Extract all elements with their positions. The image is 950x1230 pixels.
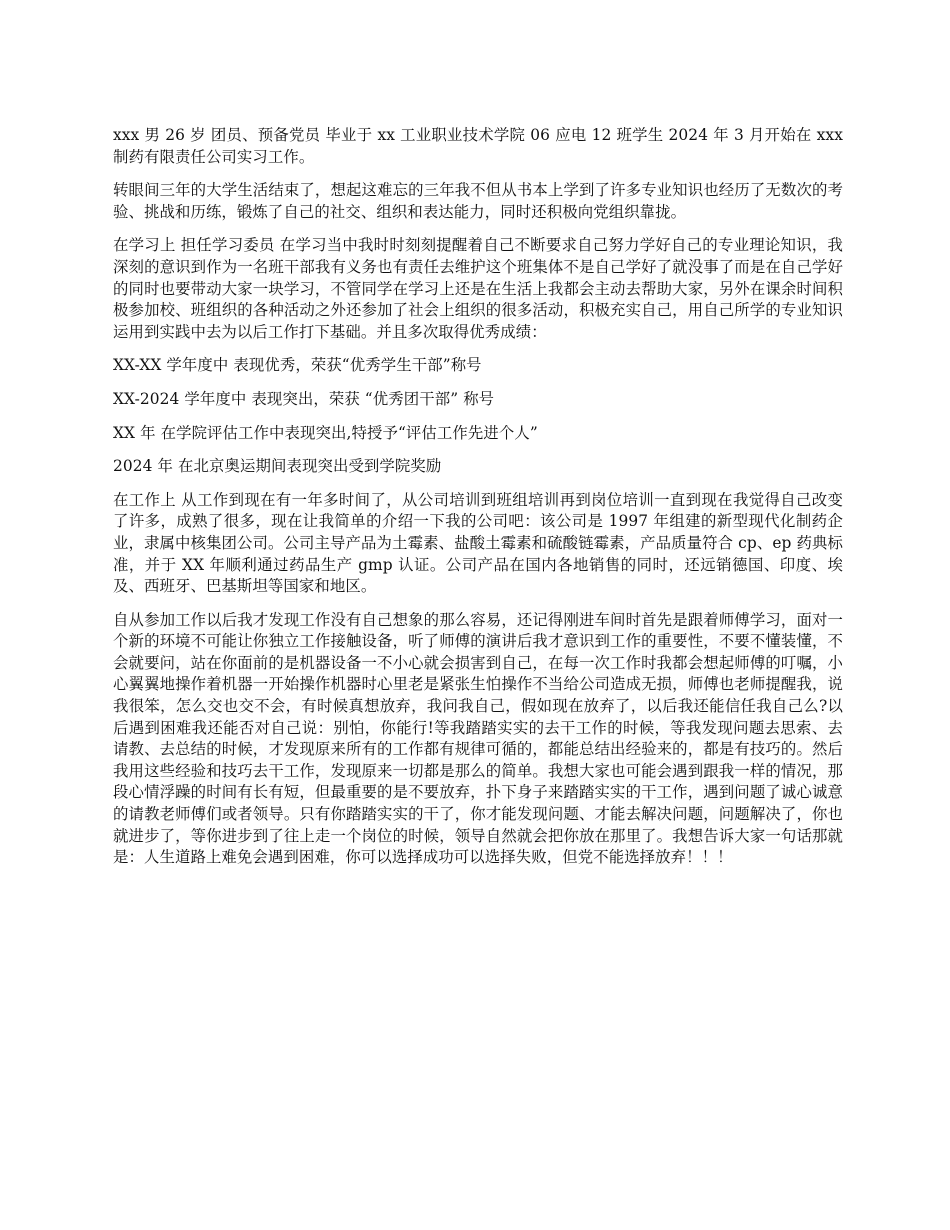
document-body — [113, 125, 843, 881]
award-item: XX-2024 学年度中 表现突出，荣获 “优秀团干部” 称号 — [113, 389, 495, 408]
work-paragraph: 在工作上 从工作到现在有一年多时间了，从公司培训到班组培训再到岗位培训一直到现在我觉得自己改变了许多，成熟了很多，现在让我简单的介绍一下我的公司吧：该公司是 1997 年组建的新型现代化制药企业，隶属中核集团公司。公司主导产品为土霉素、盐酸土霉素和硫酸链霉素，产品质量符合 cp、ep 药典标准，并于 XX 年顺利通过药品生产 gmp 认证。公司产品在国内各地销售的同时，还远销德国、印度、埃及、西班牙、巴基斯坦等国家和地区。 — [113, 490, 843, 596]
award-item: XX 年 在学院评估工作中表现突出,特授予“评估工作先进个人” — [113, 423, 538, 442]
intro-paragraph: xxx 男 26 岁 团员、预备党员 毕业于 xx 工业职业技术学院 06 应电 12 班学生 2024 年 3 月开始在 xxx 制药有限责任公司实习工作。 — [113, 126, 843, 166]
college-life-paragraph: 转眼间三年的大学生活结束了，想起这难忘的三年我不但从书本上学到了许多专业知识也经历了无数次的考验、挑战和历练，锻炼了自己的社交、组织和表达能力，同时还积极向党组织靠拢。 — [113, 181, 843, 221]
award-item: 2024 年 在北京奥运期间表现突出受到学院奖励 — [113, 457, 442, 476]
experience-paragraph: 自从参加工作以后我才发现工作没有自己想象的那么容易，还记得刚进车间时首先是跟着师傅学习，面对一个新的环境不可能让你独立工作接触设备，听了师傅的演讲后我才意识到工作的重要性，不要不懂装懂，不会就要问，站在你面前的是机器设备一不小心就会损害到自己，在每一次工作时我都会想起师傅的叮嘱，小心翼翼地操作着机器一开始操作机器时心里老是紧张生怕操作不当给公司造成无损，师傅也老师提醒我，说我很笨，怎么交也交不会，有时候真想放弃，我问我自己，假如现在放弃了，以后我还能信任我自己么?以后遇到困难我还能否对自己说：别怕，你能行!等我踏踏实实的去干工作的时候，等我发现问题去思索、去请教、去总结的时候，才发现原来所有的工作都有规律可循的，都能总结出经验来的，都是有技巧的。然后我用这些经验和技巧去干工作，发现原来一切都是那么的简单。我想大家也可能会遇到跟我一样的情况，那段心情浮躁的时间有长有短，但最重要的是不要放弃，扑下身子来踏踏实实的干工作，遇到问题了诚心诚意的请教老师傅们或者领导。只有你踏踏实实的干了，你才能发现问题、才能去解决问题，问题解决了，你也就进步了，等你进步到了往上走一个岗位的时候，领导自然就会把你放在那里了。我想告诉大家一句话那就是：人生道路上难免会遇到困难，你可以选择成功可以选择失败，但党不能选择放弃！！！ — [113, 610, 843, 867]
study-paragraph: 在学习上 担任学习委员 在学习当中我时时刻刻提醒着自己不断要求自己努力学好自己的专业理论知识，我深刻的意识到作为一名班干部我有义务也有责任去维护这个班集体不是自己学好了就没事了而是在自己学好的同时也要带动大家一块学习，不管同学在学习上还是在生活上我都会主动去帮助大家，另外在课余时间积极参加校、班组织的各种活动之外还参加了社会上组织的很多活动，积极充实自己，用自己所学的专业知识运用到实践中去为以后工作打下基础。并且多次取得优秀成绩： — [113, 236, 843, 341]
award-item: XX-XX 学年度中 表现优秀，荣获“优秀学生干部”称号 — [113, 356, 482, 375]
